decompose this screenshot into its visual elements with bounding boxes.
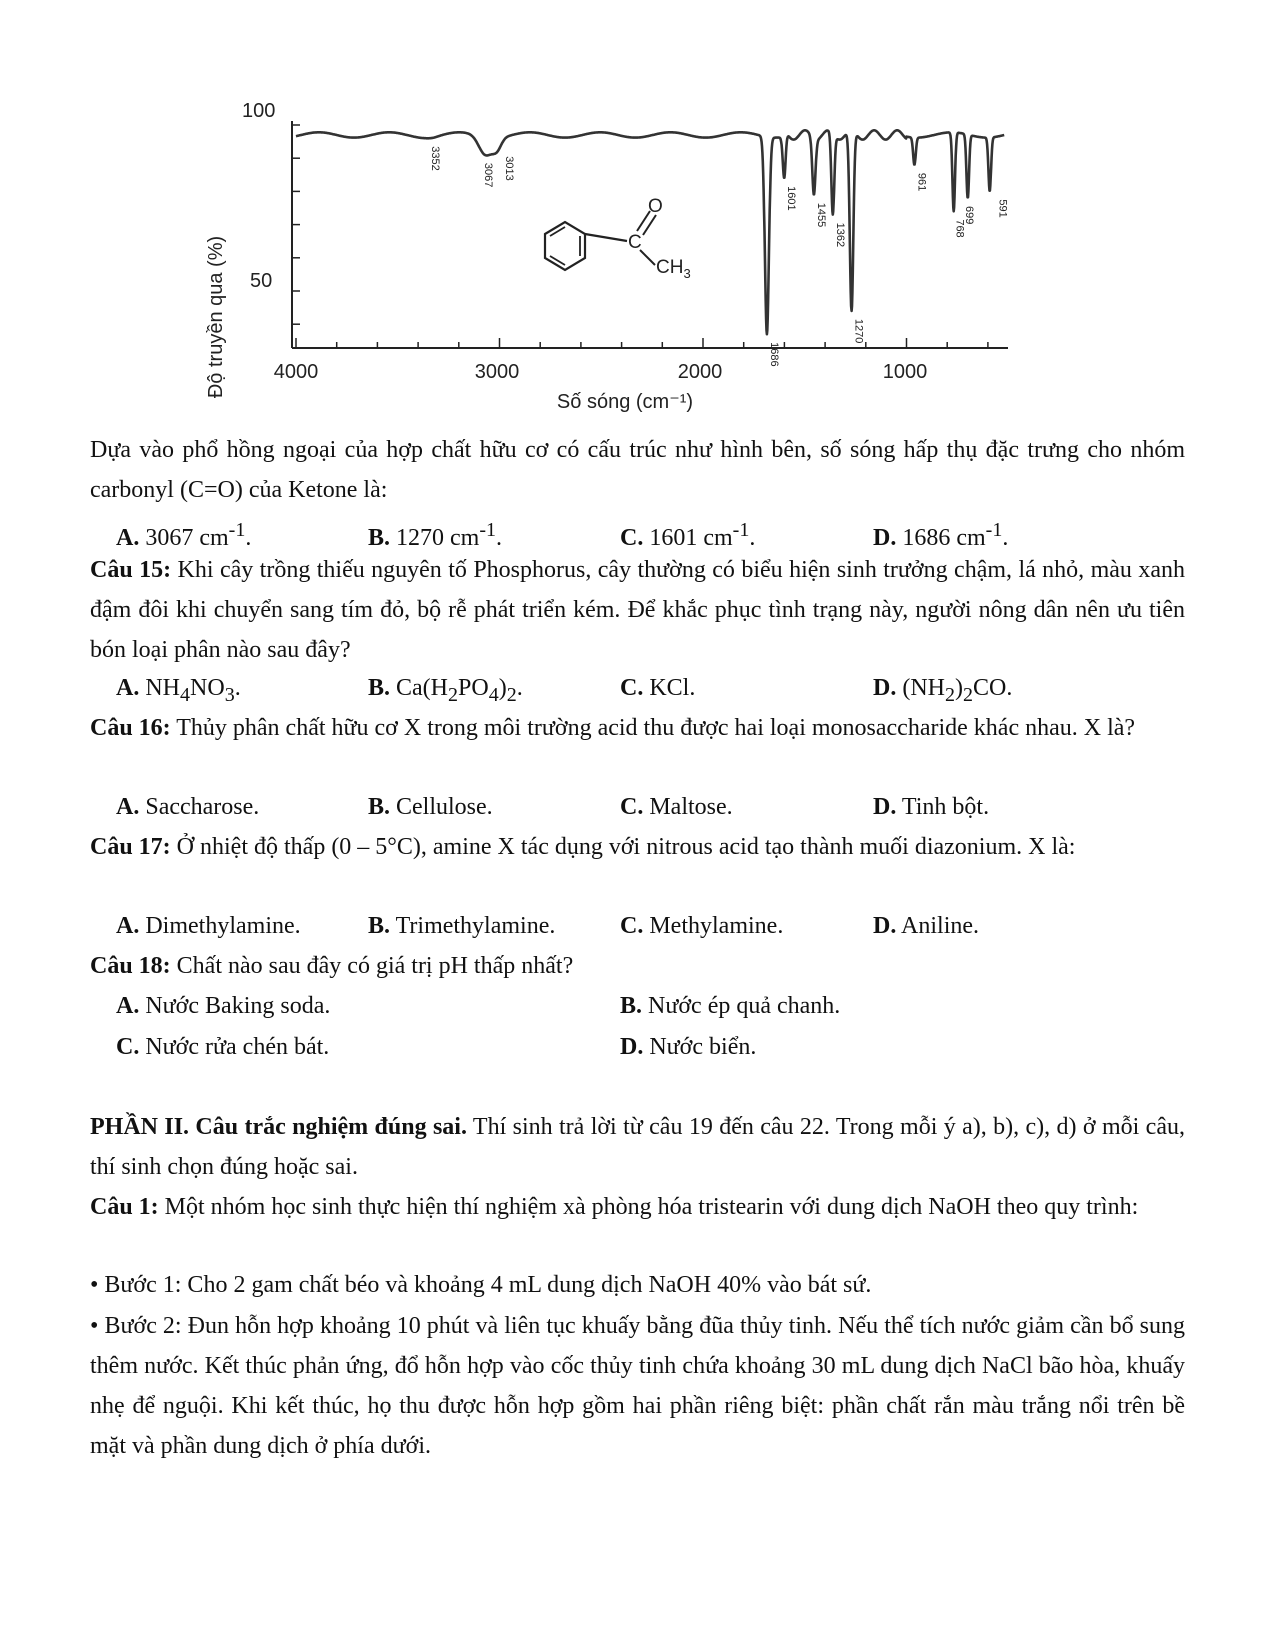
q14-option-d: D. 1686 $cm^{-1}$. [873, 519, 1009, 551]
q15-option-a: A. $NH_4NO_3$. [116, 675, 241, 706]
q1-stem: Câu 1: Một nhóm học sinh thực hiện thí nghiệm xà phòng hóa tristearin với dung dịch NaOH theo quy trình: [90, 1194, 1139, 1220]
q15-stem: Câu 15: Khi cây trồng thiếu nguyên tố Phosphorus, cây thường có biểu hiện sinh trưởng chậm, lá nhỏ, màu xanh đậm đôi khi chuyển sang tím đỏ, bộ rễ phát triển kém. Để khắc phục tình trạng này, người nông dân nên ưu tiên bón loại phân nào sau đây? [90, 557, 1185, 663]
q18-option-c: C. Nước rửa chén bát. [116, 1034, 330, 1060]
peak-label-1362: 1362 [833, 222, 846, 248]
q1-step2: • Bước 2: Đun hỗn hợp khoảng 10 phút và liên tục khuấy bằng đũa thủy tinh. Nếu thể tích nước giảm cần bổ sung thêm nước. Kết thúc phản ứng, đổ hỗn hợp vào cốc thủy tinh chứa khoảng 30 mL dung dịch NaCl bão hòa, khuấy nhẹ để nguội. Khi kết thúc, họ thu được hỗn hợp gồm hai phần riêng biệt: phần chất rắn màu trắng nổi trên bề mặt và phần dung dịch ở phía dưới. [90, 1313, 1185, 1459]
x-tick-label-2000: 2000 [677, 361, 723, 383]
peak-label-699: 699 [962, 206, 975, 225]
ir-spectrum-chart [200, 95, 1030, 420]
q17-stem: Câu 17: Ở nhiệt độ thấp (0 – 5°C), amine X tác dụng với nitrous acid tạo thành muối diazonium. X là: [90, 834, 1076, 860]
part2-heading: PHẦN II. Câu trắc nghiệm đúng sai. [90, 1114, 467, 1140]
peak-label-1455: 1455 [814, 202, 827, 228]
q17-option-a: A. Dimethylamine. [116, 913, 301, 939]
peak-label-3067: 3067 [481, 162, 494, 188]
peak-label-3013: 3013 [502, 156, 515, 181]
ir-spectrum-figure [200, 95, 1030, 427]
part2-intro: PHẦN II. Câu trắc nghiệm đúng sai. Thí sinh trả lời từ câu 19 đến câu 22. Trong mỗi ý a), b), c), d) ở mỗi câu, thí sinh chọn đúng hoặc sai. [90, 1114, 1185, 1180]
q17-option-d: D. Aniline. [873, 913, 980, 939]
spectrum-line [296, 130, 1004, 334]
q14-option-b: B. 1270 $cm^{-1}$. [368, 519, 503, 551]
x-axis-label: Số sóng (cm⁻¹) [556, 391, 694, 413]
x-tick-label-3000: 3000 [474, 361, 520, 383]
y-axis-label: Độ truyền qua (%) [205, 235, 227, 399]
q15-option-b: B. $Ca(H_2PO_4)_2$. [368, 675, 523, 706]
q15-option-c: C. KCl. [620, 675, 696, 701]
q15-label: Câu 15: [90, 557, 172, 583]
q18-label: Câu 18: [90, 953, 171, 979]
q18-stem: Câu 18: Chất nào sau đây có giá trị pH thấp nhất? [90, 953, 574, 979]
x-tick-label-4000: 4000 [273, 361, 319, 383]
y-tick-label-100: 100 [242, 100, 276, 122]
q14-option-a: A. 3067 $cm^{-1}$. [116, 519, 252, 551]
q14-stem: Dựa vào phổ hồng ngoại của hợp chất hữu cơ có cấu trúc như hình bên, số sóng hấp thụ đặc trưng cho nhóm carbonyl (C=O) của Ketone là: [90, 437, 1185, 503]
q16-option-b: B. Cellulose. [368, 794, 493, 820]
peak-label-768: 768 [953, 219, 966, 238]
q1-label: Câu 1: [90, 1194, 159, 1220]
acetophenone-structure [545, 196, 691, 281]
y-tick-label-50: 50 [250, 270, 273, 292]
peak-label-3352: 3352 [428, 146, 441, 171]
oxygen-label: O [648, 196, 663, 217]
q18-option-d: D. Nước biển. [620, 1034, 757, 1060]
q17-option-b: B. Trimethylamine. [368, 913, 556, 939]
q18-option-b: B. Nước ép quả chanh. [620, 993, 841, 1019]
methyl-label: $CH_3$ [656, 257, 691, 281]
q16-option-c: C. Maltose. [620, 794, 733, 820]
q18-option-a: A. Nước Baking soda. [116, 993, 331, 1019]
x-tick-label-1000: 1000 [882, 361, 928, 383]
peak-labels [429, 146, 1009, 366]
peak-label-591: 591 [996, 199, 1009, 218]
q16-label: Câu 16: [90, 715, 171, 741]
q16-option-d: D. Tinh bột. [873, 794, 990, 820]
q17-label: Câu 17: [90, 834, 171, 860]
peak-label-1270: 1270 [852, 318, 865, 344]
q16-option-a: A. Saccharose. [116, 794, 260, 820]
peak-label-1686: 1686 [767, 342, 780, 367]
peak-label-1601: 1601 [785, 186, 798, 211]
q16-stem: Câu 16: Thủy phân chất hữu cơ X trong môi trường acid thu được hai loại monosaccharide khác nhau. X là? [90, 715, 1136, 741]
peak-label-961: 961 [915, 172, 928, 192]
q15-option-d: D. $(NH_2)_2CO$. [873, 675, 1013, 706]
q1-step1: • Bước 1: Cho 2 gam chất béo và khoảng 4 mL dung dịch NaOH 40% vào bát sứ. [90, 1272, 872, 1298]
carbon-label: C [628, 232, 642, 253]
q14-option-c: C. 1601 $cm^{-1}$. [620, 519, 756, 551]
q17-option-c: C. Methylamine. [620, 913, 784, 939]
